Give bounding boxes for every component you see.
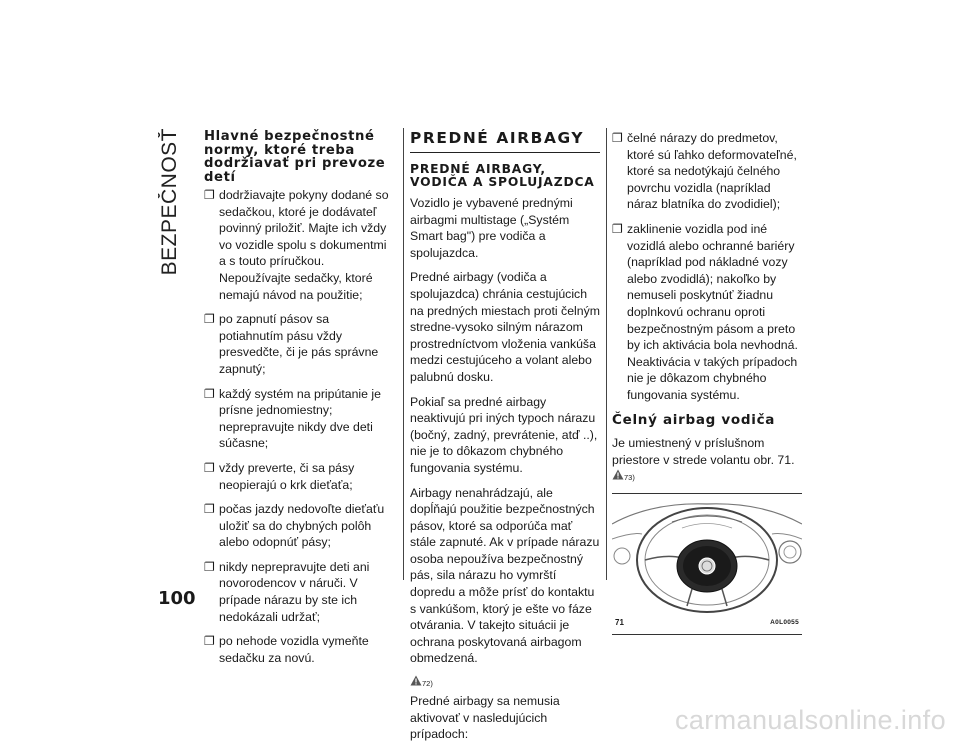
list-item: ❐ po nehode vozidla vymeňte sedačku za novú. [204, 634, 369, 665]
checkbox-bullet-icon: ❐ [204, 312, 215, 327]
list-item: ❐ vždy preverte, či sa pásy neopierajú o krk dieťaťa; [204, 460, 355, 492]
checkbox-bullet-icon: ❐ [612, 221, 623, 236]
list-item: ❐ dodržiavajte pokyny dodané so sedačkou, ktoré je dodávateľ povinný priložiť. Majte ich vždy vo vozidle spolu s dokumentmi a s touto príručkou. Nepoužívajte sedačky, ktoré nemajú návod na použitie; [204, 188, 389, 302]
figure-label: 71 [615, 618, 624, 628]
paragraph: Predné airbagy (vodiča a spolujazdca) chránia cestujúcich na predných miestach proti čelným stredne-vysoko silným nárazom prostredníctvom vloženia vankúša medzi cestujúceho a volant alebo palubnú dosku. [410, 270, 601, 384]
list-item: ❐ každý systém na pripútanie je prísne jednomiestny; neprepravujte nikdy dve deti súčasne; [204, 386, 381, 451]
column-front-airbags [410, 130, 600, 751]
steering-wheel-figure [612, 493, 802, 635]
column-child-safety [204, 130, 394, 674]
front-airbags-subtitle: PREDNÉ AIRBAGY, VODIČA A SPOLUJAZDCA [410, 162, 595, 189]
paragraph: Predné airbagy sa nemusia aktivovať v nasledujúcich prípadoch: [410, 694, 560, 742]
list-item: ❐ čelné nárazy do predmetov, ktoré sú ľahko deformovateľné, ktoré sa nedotýkajú čelného povrchu vozidla (napríklad náraz blatníka do zvodidiel); [612, 131, 797, 212]
child-safety-heading: Hlavné bezpečnostné normy, ktoré treba dodržiavať pri prevoze detí [204, 129, 386, 185]
checkbox-bullet-icon: ❐ [204, 460, 215, 475]
paragraph: Airbagy nenahrádzajú, ale dopĺňajú použitie bezpečnostných pásov, ktoré sa odporúča mať stále zapnuté. Ak v prípade nárazu osoba nepoužíva bezpečnostný pás, sila nárazu ho vymrští dopredu a môže prísť do kontaktu s vankúšom, ktorý je ešte vo fáze otvárania. V takejto situácii je ochrana poskytovaná airbagom obmedzená. [410, 485, 600, 666]
non-activation-list [612, 130, 802, 404]
paragraph: Pokiaľ sa predné airbagy neaktivujú pri iných typoch nárazu (bočný, zadný, prevrátenie, atď ..), nie je to dôkazom chybného fungovania systému. [410, 394, 598, 475]
child-safety-list [204, 187, 394, 666]
column-driver-airbag [612, 130, 802, 635]
warning-reference: 72) [410, 675, 600, 689]
figure-code: A0L0055 [770, 619, 799, 627]
list-item: ❐ nikdy neprepravujte deti ani novorodencov v náruči. V prípade nárazu by ste ich nedokázali udržať; [204, 559, 370, 624]
checkbox-bullet-icon: ❐ [204, 634, 215, 649]
checkbox-bullet-icon: ❐ [612, 131, 623, 145]
warning-triangle-icon [410, 675, 422, 686]
section-tab: BEZPEČNOSŤ [158, 128, 181, 276]
page-number: 100 [158, 588, 196, 609]
paragraph: Vozidlo je vybavené prednými airbagmi multistage („Systém Smart bag") pre vodiča a spolujazdca. [410, 196, 573, 260]
checkbox-bullet-icon: ❐ [204, 502, 215, 517]
paragraph: Je umiestnený v príslušnom priestore v strede volantu obr. 71. 73) [612, 436, 795, 483]
column-divider [606, 128, 607, 580]
list-item: ❐ po zapnutí pásov sa potiahnutím pásu vždy presvedčte, či je pás správne zapnutý; [204, 312, 379, 376]
steering-wheel-illustration [612, 494, 802, 622]
front-airbags-title: PREDNÉ AIRBAGY [410, 130, 600, 153]
list-item: ❐ počas jazdy nedovoľte dieťaťu uložiť sa do chybných polôh alebo odopnúť pásy; [204, 502, 385, 550]
watermark-link[interactable]: carmanualsonline.info [674, 705, 946, 735]
checkbox-bullet-icon: ❐ [204, 386, 215, 401]
warning-triangle-icon [612, 469, 624, 480]
list-item: ❐ zaklinenie vozidla pod iné vozidlá alebo ochranné bariéry (napríklad pod nákladné vozy alebo zvodidlá); nakoľko by nemuseli poskytnúť žiadnu doplnkovú ochranu oproti bezpečnostným pásom a preto by ich aktivácia bola nevhodná. Neaktivácia v takých prípadoch nie je dôkazom chybného fungovania systému. [612, 221, 798, 402]
driver-airbag-heading: Čelný airbag vodiča [612, 411, 776, 428]
checkbox-bullet-icon: ❐ [204, 188, 215, 202]
column-divider [403, 128, 404, 580]
checkbox-bullet-icon: ❐ [204, 559, 215, 574]
